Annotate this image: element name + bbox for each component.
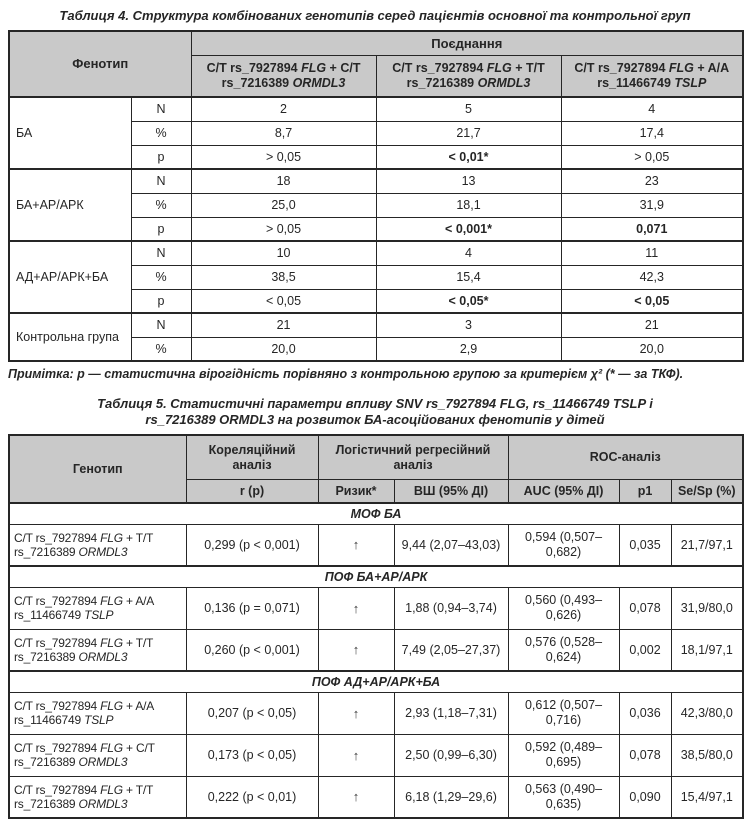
metric-label-cell: % [131,193,191,217]
value-cell: 11 [561,241,743,265]
risk-cell [318,629,394,671]
value-cell: < 0,05* [376,289,561,313]
auc-ci-cell: 0,563 (0,490–0,635) [508,776,619,818]
auc-ci-cell: 0,612 (0,507–0,716) [508,692,619,734]
value-cell: 20,0 [191,337,376,361]
combination-header-cell: Поєднання [191,31,743,55]
table-row [9,169,743,193]
metric-label-cell: % [131,265,191,289]
auc-ci-header-cell: AUC (95% ДІ) [508,479,619,503]
table4-title: Таблиця 4. Структура комбінованих генотипів серед пацієнтів основної та контрольної груп [59,8,691,23]
genotype-header-cell: Генотип [9,435,186,503]
value-cell: 18 [191,169,376,193]
combo-column-header: C/T rs_7927894 FLG + C/T rs_7216389 ORMDL3 [191,55,376,97]
logistic-header-cell: Логістичний регресійний аналіз [318,435,508,479]
section-heading-row [9,503,743,524]
sesp-cell: 31,9/80,0 [671,587,743,629]
table-row [9,692,743,734]
up-arrow-icon: ↑ [352,789,360,805]
genotype-cell: C/T rs_7927894 FLG + A/A rs_11466749 TSLP [9,587,186,629]
genotype-cell: C/T rs_7927894 FLG + T/T rs_7216389 ORMDL3 [9,629,186,671]
p1-cell: 0,002 [619,629,671,671]
up-arrow-icon: ↑ [352,747,360,763]
metric-label-cell: N [131,313,191,337]
value-cell: 13 [376,169,561,193]
value-cell: 42,3 [561,265,743,289]
or-ci-cell: 1,88 (0,94–3,74) [394,587,508,629]
value-cell: 0,071 [561,217,743,241]
or-ci-cell: 6,18 (1,29–29,6) [394,776,508,818]
r-p-cell: 0,222 (p < 0,01) [186,776,318,818]
roc-header-cell: ROC-аналіз [508,435,743,479]
value-cell: < 0,001* [376,217,561,241]
value-cell: 15,4 [376,265,561,289]
table-row [9,629,743,671]
table-row [9,776,743,818]
genotype-cell: C/T rs_7927894 FLG + T/T rs_7216389 ORMDL3 [9,524,186,566]
genotype-cell: C/T rs_7927894 FLG + T/T rs_7216389 ORMDL3 [9,776,186,818]
value-cell: 8,7 [191,121,376,145]
r-p-cell: 0,299 (p < 0,001) [186,524,318,566]
combo-column-header: C/T rs_7927894 FLG + A/A rs_11466749 TSLP [561,55,743,97]
value-cell: 21,7 [376,121,561,145]
value-cell: 2 [191,97,376,121]
auc-ci-cell: 0,594 (0,507–0,682) [508,524,619,566]
p1-cell: 0,090 [619,776,671,818]
metric-label-cell: N [131,97,191,121]
table4-header-row-1 [9,31,743,55]
value-cell: > 0,05 [561,145,743,169]
risk-cell [318,587,394,629]
up-arrow-icon: ↑ [352,705,360,721]
metric-label-cell: p [131,145,191,169]
value-cell: 5 [376,97,561,121]
genotype-cell: C/T rs_7927894 FLG + C/T rs_7216389 ORMDL3 [9,734,186,776]
r-p-cell: 0,136 (p = 0,071) [186,587,318,629]
table4 [8,30,744,362]
section-heading-cell: ПОФ БА+АР/АРК [9,566,743,587]
table5 [8,434,744,819]
p1-cell: 0,078 [619,587,671,629]
table-row [9,587,743,629]
phenotype-cell: Контрольна група [9,313,131,361]
up-arrow-icon: ↑ [352,642,360,658]
metric-label-cell: p [131,289,191,313]
section-heading-cell: МОФ БА [9,503,743,524]
value-cell: 23 [561,169,743,193]
sesp-cell: 18,1/97,1 [671,629,743,671]
table4-footnote: Примітка: р — статистична вірогідність порівняно з контрольною групою за критерієм χ² (* — за ТКФ). [8,367,684,382]
or-ci-header-cell: ВШ (95% ДІ) [394,479,508,503]
metric-label-cell: N [131,241,191,265]
value-cell: 20,0 [561,337,743,361]
value-cell: 10 [191,241,376,265]
correlation-header-cell: Кореляційний аналіз [186,435,318,479]
p1-cell: 0,035 [619,524,671,566]
phenotype-cell: АД+АР/АРК+БА [9,241,131,313]
value-cell: 4 [561,97,743,121]
risk-header-cell: Ризик* [318,479,394,503]
up-arrow-icon: ↑ [352,600,360,616]
section-heading-row [9,566,743,587]
value-cell: < 0,05 [561,289,743,313]
value-cell: 21 [191,313,376,337]
up-arrow-icon: ↑ [352,537,360,553]
risk-cell [318,692,394,734]
table-row [9,241,743,265]
p1-cell: 0,036 [619,692,671,734]
metric-label-cell: p [131,217,191,241]
value-cell: 21 [561,313,743,337]
r-p-header-cell: r (p) [186,479,318,503]
value-cell: 18,1 [376,193,561,217]
risk-cell [318,524,394,566]
risk-cell [318,776,394,818]
table5-title: Таблиця 5. Статистичні параметри впливу SNV rs_7927894 FLG, rs_11466749 TSLP і rs_7216389 ORMDL3 на розвиток БА-асоційованих фенотипів у дітей [97,395,653,428]
value-cell: 3 [376,313,561,337]
table-row [9,734,743,776]
table-row [9,97,743,121]
value-cell: 38,5 [191,265,376,289]
value-cell: 2,9 [376,337,561,361]
p1-header-cell: p1 [619,479,671,503]
risk-cell [318,734,394,776]
value-cell: < 0,01* [376,145,561,169]
value-cell: 31,9 [561,193,743,217]
value-cell: < 0,05 [191,289,376,313]
p1-cell: 0,078 [619,734,671,776]
table-row [9,524,743,566]
table-row [9,313,743,337]
value-cell: 17,4 [561,121,743,145]
metric-label-cell: N [131,169,191,193]
metric-label-cell: % [131,121,191,145]
value-cell: 4 [376,241,561,265]
section-heading-cell: ПОФ АД+АР/АРК+БА [9,671,743,692]
combo-column-header: C/T rs_7927894 FLG + T/T rs_7216389 ORMDL3 [376,55,561,97]
metric-label-cell: % [131,337,191,361]
phenotype-header-cell: Фенотип [9,31,191,97]
value-cell: 25,0 [191,193,376,217]
r-p-cell: 0,207 (p < 0,05) [186,692,318,734]
phenotype-cell: БА+АР/АРК [9,169,131,241]
table5-header-row-1 [9,435,743,479]
or-ci-cell: 9,44 (2,07–43,03) [394,524,508,566]
auc-ci-cell: 0,576 (0,528–0,624) [508,629,619,671]
sesp-cell: 42,3/80,0 [671,692,743,734]
sesp-cell: 38,5/80,0 [671,734,743,776]
sesp-header-cell: Se/Sp (%) [671,479,743,503]
or-ci-cell: 2,93 (1,18–7,31) [394,692,508,734]
r-p-cell: 0,260 (p < 0,001) [186,629,318,671]
sesp-cell: 15,4/97,1 [671,776,743,818]
auc-ci-cell: 0,592 (0,489–0,695) [508,734,619,776]
genotype-cell: C/T rs_7927894 FLG + A/A rs_11466749 TSLP [9,692,186,734]
section-heading-row [9,671,743,692]
phenotype-cell: БА [9,97,131,169]
or-ci-cell: 7,49 (2,05–27,37) [394,629,508,671]
auc-ci-cell: 0,560 (0,493–0,626) [508,587,619,629]
value-cell: > 0,05 [191,145,376,169]
r-p-cell: 0,173 (p < 0,05) [186,734,318,776]
value-cell: > 0,05 [191,217,376,241]
sesp-cell: 21,7/97,1 [671,524,743,566]
or-ci-cell: 2,50 (0,99–6,30) [394,734,508,776]
